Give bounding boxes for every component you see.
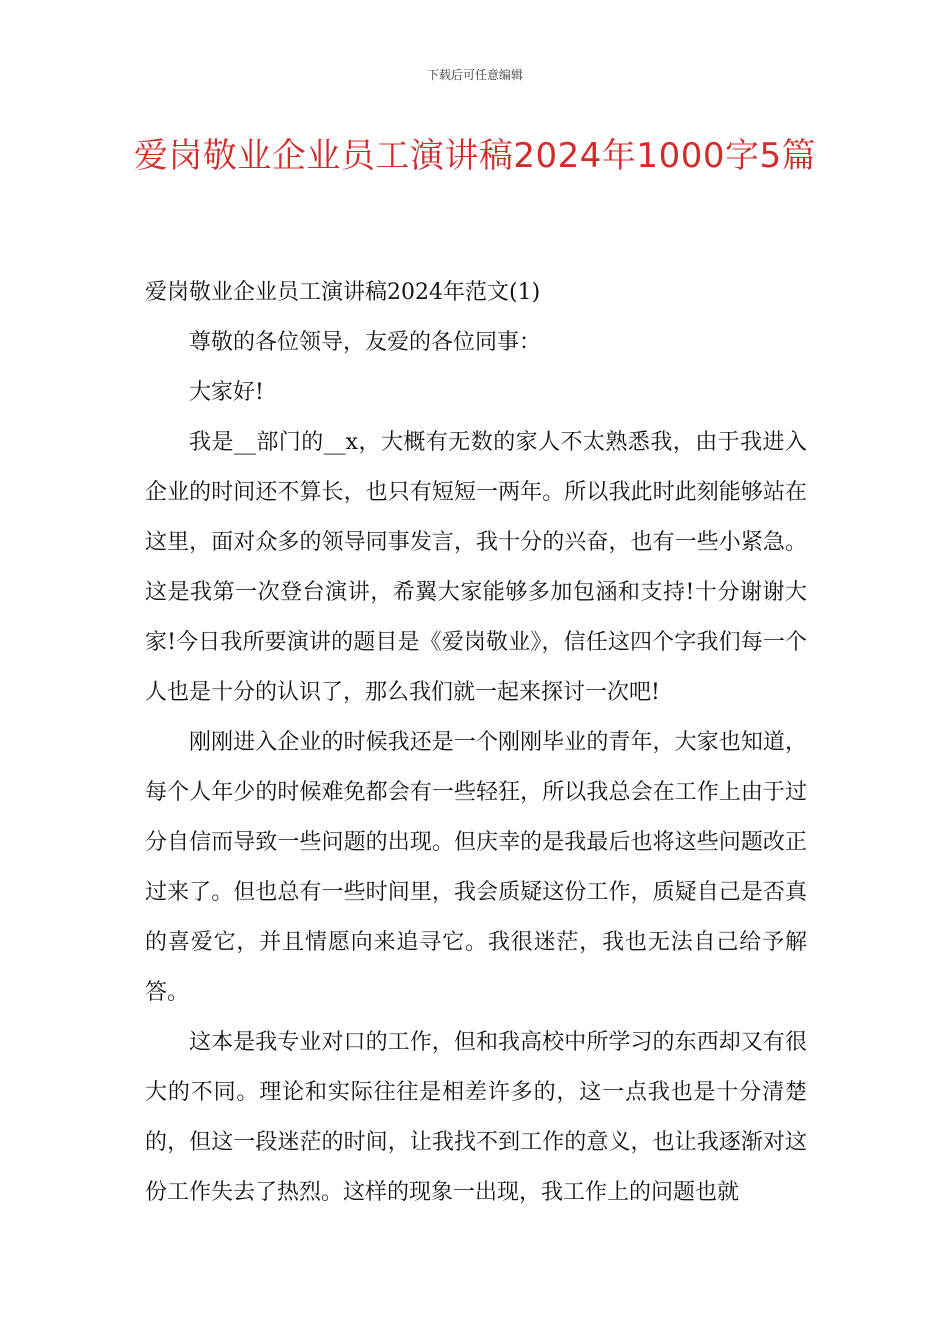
- paragraph-confusion: 这本是我专业对口的工作，但和我高校中所学习的东西却又有很大的不同。理论和实际往往是相差许多的，这一点我也是十分清楚的，但这一段迷茫的时间，让我找不到工作的意义，也让我逐渐对这份工作失去了热烈。这样的现象一出现，我工作上的问题也就: [145, 1030, 807, 1205]
- header-note: 下载后可任意编辑: [426, 68, 523, 82]
- paragraph-hello: 大家好!: [189, 380, 264, 405]
- document-body: [145, 268, 807, 1218]
- paragraph-early-career: 刚刚进入企业的时候我还是一个刚刚毕业的青年，大家也知道，每个人年少的时候难免都会有一些轻狂，所以我总会在工作上由于过分自信而导致一些问题的出现。但庆幸的是我最后也将这些问题改正过来了。但也总有一些时间里，我会质疑这份工作，质疑自己是否真的喜爱它，并且情愿向来追寻它。我很迷茫，我也无法自己给予解答。: [145, 730, 807, 1005]
- document-title: 爱岗敬业企业员工演讲稿2024年1000字5篇: [133, 136, 817, 176]
- paragraph-intro: 我是__部门的__x，大概有无数的家人不太熟悉我，由于我进入企业的时间还不算长，也只有短短一两年。所以我此时此刻能够站在这里，面对众多的领导同事发言，我十分的兴奋，也有一些小紧急。这是我第一次登台演讲，希翼大家能够多加包涵和支持!十分谢谢大家!今日我所要演讲的题目是《爱岗敬业》，信任这四个字我们每一个人也是十分的认识了，那么我们就一起来探讨一次吧!: [145, 430, 807, 705]
- section-heading: 爱岗敬业企业员工演讲稿2024年范文(1): [145, 280, 541, 305]
- paragraph-greeting: 尊敬的各位领导，友爱的各位同事：: [189, 330, 542, 355]
